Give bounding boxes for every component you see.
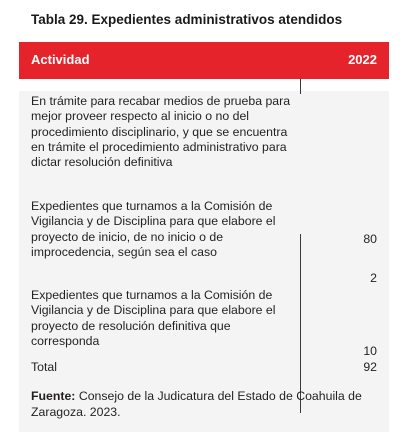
row-activity: En trámite para recabar medios de prueba para mejor proveer respecto al inicio o no del procedimiento disciplinario, y que se encuentra en trámite el procedimiento administrativo para dictar resolución definitiva bbox=[31, 94, 291, 170]
source-text: Consejo de la Judicatura del Estado de Coahuila de Zaragoza. 2023. bbox=[31, 389, 362, 419]
row-value: 10 bbox=[363, 344, 377, 358]
row-value: 80 bbox=[363, 232, 377, 246]
row-activity: Total bbox=[31, 360, 57, 374]
table-row bbox=[19, 288, 389, 358]
header-activity: Actividad bbox=[31, 52, 90, 67]
table-row bbox=[19, 199, 389, 284]
row-value: 92 bbox=[363, 360, 377, 374]
header-year: 2022 bbox=[348, 52, 377, 67]
row-value: 2 bbox=[370, 271, 377, 285]
table-row-total bbox=[19, 360, 389, 378]
row-divider bbox=[19, 79, 389, 91]
source-note bbox=[31, 389, 371, 420]
row-activity: Expedientes que turnamos a la Comisión de Vigilancia y de Disciplina para que elabore el proyecto de resolución definitiva que corresponda bbox=[31, 288, 276, 348]
row-activity: Expedientes que turnamos a la Comisión de Vigilancia y de Disciplina para que elabore el proyecto de inicio, de no inicio o de improcedencia, según sea el caso bbox=[31, 199, 276, 259]
table-header bbox=[19, 42, 389, 79]
table-panel bbox=[19, 42, 389, 432]
source-label: Fuente: bbox=[31, 389, 76, 403]
table-title: Tabla 29. Expedientes administrativos atendidos bbox=[31, 12, 343, 27]
